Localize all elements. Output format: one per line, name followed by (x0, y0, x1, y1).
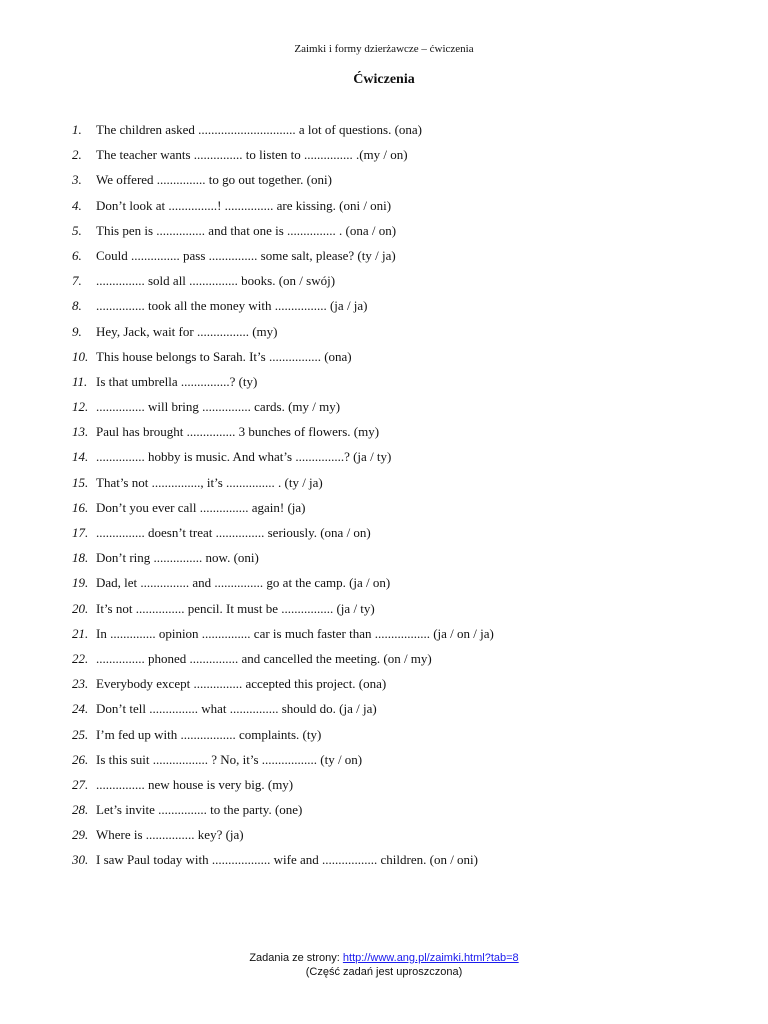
exercise-item (0, 851, 768, 876)
exercise-number: 24. (72, 701, 89, 717)
exercise-item (0, 625, 768, 650)
exercise-number: 17. (72, 525, 89, 540)
exercise-item (0, 826, 768, 851)
exercise-number: 12. (72, 399, 89, 415)
exercise-text: ............... phoned ............... and cancelled the meeting. (on / my) (96, 650, 432, 666)
exercise-number: 11. (72, 373, 88, 389)
exercise-number: 18. (72, 550, 89, 566)
exercise-text: I saw Paul today with .................. wife and ................. children. (on / oni) (96, 852, 478, 868)
exercise-number: 13. (72, 424, 89, 440)
exercise-number: 7. (72, 273, 82, 289)
exercise-text: The children asked .............................. a lot of questions. (ona) (96, 122, 423, 137)
exercise-number: 26. (72, 751, 89, 767)
exercise-text: It’s not ............... pencil. It must be ................ (ja / ty) (96, 600, 375, 616)
page-header: Zaimki i formy dzierżawcze – ćwiczenia (294, 43, 474, 55)
page-title: Ćwiczenia (353, 72, 415, 87)
exercise-text: ............... doesn’t treat ............... seriously. (ona / on) (96, 525, 371, 540)
exercise-text: ............... took all the money with ................ (ja / ja) (96, 298, 368, 314)
exercise-number: 14. (72, 449, 89, 465)
exercise-text: The teacher wants ............... to listen to ............... .(my / on) (96, 147, 408, 163)
exercise-text: ............... will bring ............... cards. (my / my) (96, 399, 341, 415)
exercise-text: I’m fed up with ................. complaints. (ty) (96, 726, 322, 742)
exercise-item (0, 348, 768, 373)
exercise-number: 22. (72, 650, 89, 666)
exercise-text: Don’t ring ............... now. (oni) (96, 550, 259, 566)
exercise-item (0, 448, 768, 473)
footer-source-prefix: Zadania ze strony: (249, 952, 343, 964)
exercise-number: 8. (72, 298, 82, 314)
exercise-item (0, 549, 768, 574)
exercise-item (0, 398, 768, 423)
exercise-item (0, 171, 768, 196)
exercise-number: 23. (72, 676, 89, 692)
exercise-number: 19. (72, 575, 89, 591)
exercise-text: Paul has brought ............... 3 bunches of flowers. (my) (96, 424, 380, 440)
exercise-list (0, 121, 768, 877)
exercise-number: 3. (72, 172, 82, 188)
exercise-item (0, 222, 768, 247)
exercise-item (0, 272, 768, 297)
exercise-number: 30. (72, 852, 89, 868)
exercise-item (0, 801, 768, 826)
exercise-text: Everybody except ............... accepted this project. (ona) (96, 676, 387, 692)
exercise-text: Don’t look at ...............! ............... are kissing. (oni / oni) (96, 197, 392, 213)
exercise-item (0, 700, 768, 725)
exercise-text: Where is ............... key? (ja) (96, 827, 244, 843)
exercise-item (0, 423, 768, 448)
exercise-item (0, 121, 768, 146)
exercise-number: 16. (72, 499, 89, 515)
exercise-text: Could ............... pass ............... some salt, please? (ty / ja) (96, 247, 396, 263)
exercise-text: Let’s invite ............... to the party. (one) (96, 802, 303, 818)
exercise-item (0, 197, 768, 222)
exercise-item (0, 650, 768, 675)
footer-source-line (0, 951, 768, 965)
exercise-number: 27. (72, 776, 89, 792)
exercise-item (0, 146, 768, 171)
exercise-number: 10. (72, 348, 89, 364)
exercise-number: 20. (72, 600, 89, 616)
exercise-item (0, 323, 768, 348)
exercise-number: 4. (72, 197, 82, 213)
exercise-item (0, 499, 768, 524)
exercise-number: 21. (72, 625, 89, 641)
exercise-number: 6. (72, 247, 82, 263)
exercise-number: 25. (72, 726, 89, 742)
exercise-text: We offered ............... to go out together. (oni) (96, 172, 332, 188)
footer-note: (Część zadań jest uproszczona) (305, 966, 463, 978)
exercise-item (0, 247, 768, 272)
exercise-text: Dad, let ............... and ............... go at the camp. (ja / on) (96, 575, 391, 591)
exercise-number: 28. (72, 802, 89, 818)
exercise-text: ............... hobby is music. And what’s ...............? (ja / ty) (96, 449, 392, 465)
exercise-text: Is this suit ................. ? No, it’s ................. (ty / on) (96, 751, 363, 767)
exercise-item (0, 751, 768, 776)
exercise-number: 15. (72, 474, 89, 490)
exercise-item (0, 373, 768, 398)
exercise-number: 29. (72, 827, 89, 843)
exercise-text: In .............. opinion ............... car is much faster than ................. (ja / on / ja) (96, 625, 494, 641)
source-link[interactable]: http://www.ang.pl/zaimki.html?tab=8 (342, 952, 519, 964)
exercise-number: 5. (72, 222, 82, 238)
exercise-text: That’s not ..............., it’s ............... . (ty / ja) (96, 474, 323, 490)
page-footer (0, 951, 768, 979)
exercise-text: Don’t you ever call ............... again! (ja) (96, 499, 306, 515)
exercise-number: 9. (72, 323, 82, 339)
exercise-item (0, 297, 768, 322)
exercise-text: This pen is ............... and that one is ............... . (ona / on) (96, 222, 397, 238)
exercise-item (0, 574, 768, 599)
exercise-item (0, 600, 768, 625)
exercise-text: ............... sold all ............... books. (on / swój) (96, 273, 336, 289)
exercise-item (0, 776, 768, 801)
exercise-item (0, 726, 768, 751)
exercise-number: 1. (72, 122, 82, 137)
exercise-text: Hey, Jack, wait for ................ (my) (96, 323, 278, 339)
exercise-text: Don’t tell ............... what ............... should do. (ja / ja) (96, 701, 377, 717)
exercise-item (0, 524, 768, 549)
exercise-text: ............... new house is very big. (my) (96, 776, 294, 792)
exercise-item (0, 474, 768, 499)
exercise-text: Is that umbrella ...............? (ty) (96, 373, 258, 389)
exercise-item (0, 675, 768, 700)
exercise-text: This house belongs to Sarah. It’s ................ (ona) (96, 348, 352, 364)
exercise-number: 2. (72, 147, 82, 163)
